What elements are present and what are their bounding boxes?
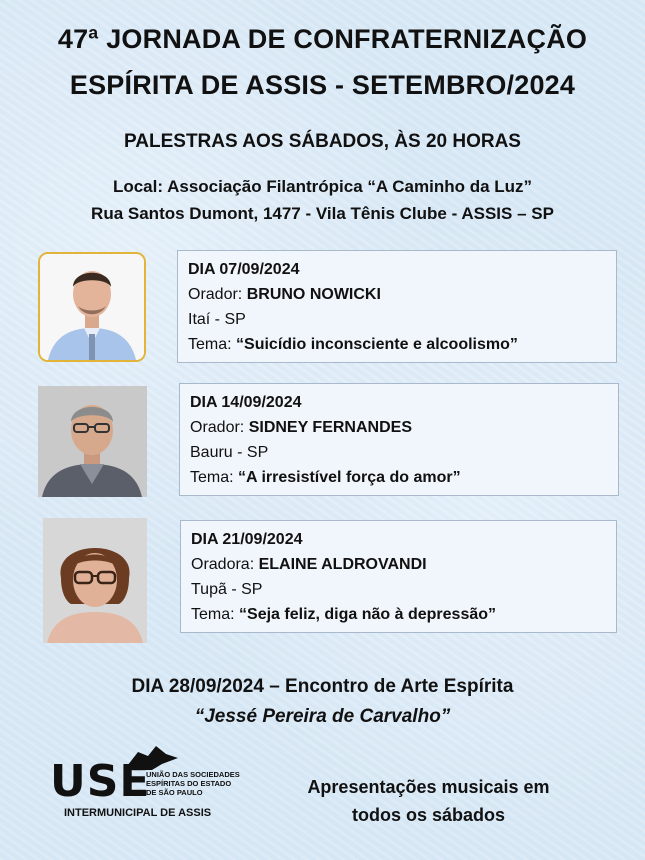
venue-address: Rua Santos Dumont, 1477 - Vila Tênis Clube - ASSIS – SP xyxy=(91,204,554,223)
logo-subtitle: INTERMUNICIPAL DE ASSIS xyxy=(64,807,212,819)
page-title-line1: 47ª JORNADA DE CONFRATERNIZAÇÃO xyxy=(57,24,588,54)
talk-card-2 xyxy=(179,383,619,496)
venue-name: Local: Associação Filantrópica “A Caminho da Luz” xyxy=(112,177,533,196)
music-note-line1: Apresentações musicais em xyxy=(307,777,550,797)
talk-date: DIA 21/09/2024 xyxy=(191,531,303,548)
theme-title: “Seja feliz, diga não à depressão” xyxy=(239,606,497,623)
talk-theme-row xyxy=(190,465,608,490)
speaker-label: Orador: xyxy=(190,419,245,436)
speaker-photo-sidney xyxy=(38,386,147,497)
speaker-photo-elaine xyxy=(43,518,147,643)
talk-date: DIA 14/09/2024 xyxy=(190,394,302,411)
speaker-photo-bruno-image xyxy=(40,254,144,360)
music-note-line2: todos os sábados xyxy=(351,805,506,825)
speaker-city: Bauru - SP xyxy=(190,444,269,461)
speaker-photo-bruno xyxy=(38,252,146,362)
speaker-label: Oradora: xyxy=(191,556,255,573)
talk-speaker-row xyxy=(190,415,608,440)
talk-card-1 xyxy=(177,250,617,363)
theme-label: Tema: xyxy=(191,606,235,623)
schedule-subtitle: PALESTRAS AOS SÁBADOS, ÀS 20 HORAS xyxy=(124,131,521,152)
speaker-name: ELAINE ALDROVANDI xyxy=(258,556,427,573)
music-note xyxy=(296,773,561,829)
page-title-line2: ESPÍRITA DE ASSIS - SETEMBRO/2024 xyxy=(69,70,576,100)
theme-label: Tema: xyxy=(190,469,234,486)
logo-tagline-2: ESPÍRITAS DO ESTADO xyxy=(146,779,232,788)
speaker-name: SIDNEY FERNANDES xyxy=(248,419,412,436)
speaker-city: Itaí - SP xyxy=(188,311,246,328)
logo-tagline-3: DE SÃO PAULO xyxy=(146,788,203,797)
talk-card-3 xyxy=(180,520,617,633)
closing-event-line2: “Jessé Pereira de Carvalho” xyxy=(194,706,451,727)
logo-tagline xyxy=(146,770,240,797)
talk-date: DIA 07/09/2024 xyxy=(188,261,300,278)
talk-speaker-row xyxy=(191,552,606,577)
theme-title: “Suicídio inconsciente e alcoolismo” xyxy=(236,336,518,353)
logo-tagline-1: UNIÃO DAS SOCIEDADES xyxy=(146,770,240,779)
talk-theme-row xyxy=(191,602,606,627)
speaker-photo-elaine-image xyxy=(43,518,147,643)
speaker-photo-sidney-image xyxy=(38,386,147,497)
logo-mark: USE xyxy=(50,756,151,807)
talk-speaker-row xyxy=(188,282,606,307)
speaker-city: Tupã - SP xyxy=(191,581,263,598)
speaker-name: BRUNO NOWICKI xyxy=(246,286,381,303)
closing-event-line1: DIA 28/09/2024 – Encontro de Arte Espírita xyxy=(131,676,514,697)
speaker-label: Orador: xyxy=(188,286,243,303)
talk-theme-row xyxy=(188,332,606,357)
theme-label: Tema: xyxy=(188,336,232,353)
use-logo xyxy=(50,744,250,824)
theme-title: “A irresistível força do amor” xyxy=(238,469,461,486)
